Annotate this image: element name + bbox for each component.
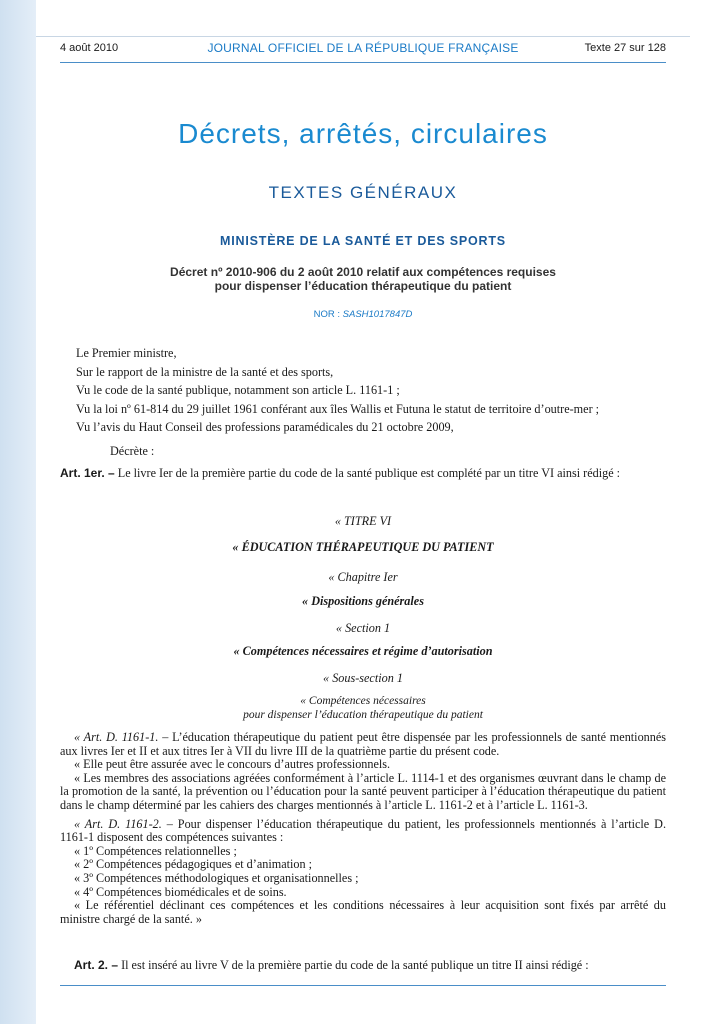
nor-value: SASH1017847D [342, 309, 413, 320]
article-2 [60, 958, 666, 973]
ministry-name: MINISTÈRE DE LA SANTÉ ET DES SPORTS [220, 234, 506, 248]
list-item: « 2º Compétences pédagogiques et d’animation ; [74, 857, 312, 872]
titre-name: « ÉDUCATION THÉRAPEUTIQUE DU PATIENT [232, 540, 494, 554]
header-text-number: Texte 27 sur 128 [584, 42, 666, 54]
decrete-label: Décrète : [110, 444, 155, 458]
left-margin-band [0, 0, 36, 1024]
decree-title-line-1: Décret nº 2010-906 du 2 août 2010 relatif aux compétences requises [170, 265, 556, 279]
preamble-line: Vu le code de la santé publique, notamment son article L. 1161-1 ; [76, 383, 400, 397]
sous-section-heading: « Sous-section 1 [323, 671, 403, 685]
section-heading: Décrets, arrêtés, circulaires [178, 118, 548, 149]
preamble-line: Sur le rapport de la ministre de la santé et des sports, [76, 364, 334, 379]
decree-title-line-2: pour dispenser l’éducation thérapeutique du patient [214, 279, 512, 293]
page-header [60, 40, 666, 63]
preamble-line: Le Premier ministre, [76, 346, 177, 360]
list-item: « 3º Compétences méthodologiques et organisationnelles ; [74, 870, 359, 885]
list-item: « 1º Compétences relationnelles ; [74, 843, 237, 858]
preamble-line: Vu l’avis du Haut Conseil des professions paramédicales du 21 octobre 2009, [76, 420, 454, 434]
paragraph [60, 731, 666, 758]
bottom-rule [60, 985, 666, 986]
paragraph: « Les membres des associations agréées conformément à l’article L. 1114-1 et des organismes œuvrant dans le champ de la promotion de la santé, la prévention ou l’éducation pour la santé peuvent participer à l’éducation thérapeutique du patient dans le champ déterminé par les cahiers des charges mentionnés à l’article L. 1161-2 et à l’article L. 1161-3. [60, 770, 666, 812]
page-edge [36, 36, 690, 37]
header-journal-name: JOURNAL OFFICIEL DE LA RÉPUBLIQUE FRANÇAISE [207, 41, 519, 55]
header-date: 4 août 2010 [60, 42, 119, 54]
article-ref: « Art. D. 1161-1. [74, 730, 159, 744]
article-2-text: Il est inséré au livre V de la première partie du code de la santé publique un titre II ainsi rédigé : [121, 958, 589, 972]
decree-title [60, 265, 666, 293]
sous-section-name-line-1: « Compétences nécessaires [300, 695, 426, 707]
article-d1161-1 [60, 731, 666, 926]
article-1-text: Le livre Ier de la première partie du code de la santé publique est complété par un titre VI ainsi rédigé : [117, 466, 621, 480]
paragraph-text: – Pour dispenser l’éducation thérapeutique du patient, les professionnels mentionnés à l’article D. 1161-1 disposent des compétences suivantes : [60, 816, 666, 845]
nor-reference [60, 309, 666, 320]
paragraph: « Elle peut être assurée avec le concours d’autres professionnels. [74, 757, 391, 772]
chapitre-heading: « Chapitre Ier [328, 570, 398, 584]
preamble [76, 344, 676, 437]
preamble-line: Vu la loi nº 61-814 du 29 juillet 1961 conférant aux îles Wallis et Futuna le statut de territoire d’outre-mer ; [76, 401, 600, 416]
right-margin [690, 0, 724, 1024]
paragraph [60, 818, 666, 845]
sous-section-name-line-2: pour dispenser l’éducation thérapeutique du patient [243, 709, 483, 721]
paragraph-text: – L’éducation thérapeutique du patient peut être dispensée par les professionnels de santé mentionnés aux livres Ier et II et aux titres Ier à VII du livre III de la quatrième partie du présent code. [60, 730, 666, 758]
article-1-label: Art. 1er. – [60, 466, 115, 480]
section-name: « Compétences nécessaires et régime d’autorisation [233, 644, 493, 658]
list-item: « 4º Compétences biomédicales et de soins. [74, 884, 287, 899]
article-ref: « Art. D. 1161-2. [74, 816, 162, 831]
subheading: TEXTES GÉNÉRAUX [268, 183, 458, 202]
article-1 [60, 466, 666, 481]
paragraph: « Le référentiel déclinant ces compétences et les conditions nécessaires à leur acquisition sont fixés par arrêté du ministre chargé de la santé. » [60, 898, 666, 926]
article-2-label: Art. 2. – [74, 958, 119, 972]
chapitre-name: « Dispositions générales [302, 594, 424, 608]
nor-label: NOR : [313, 309, 341, 320]
section-heading-1: « Section 1 [335, 621, 391, 635]
titre-heading: « TITRE VI [334, 514, 392, 528]
